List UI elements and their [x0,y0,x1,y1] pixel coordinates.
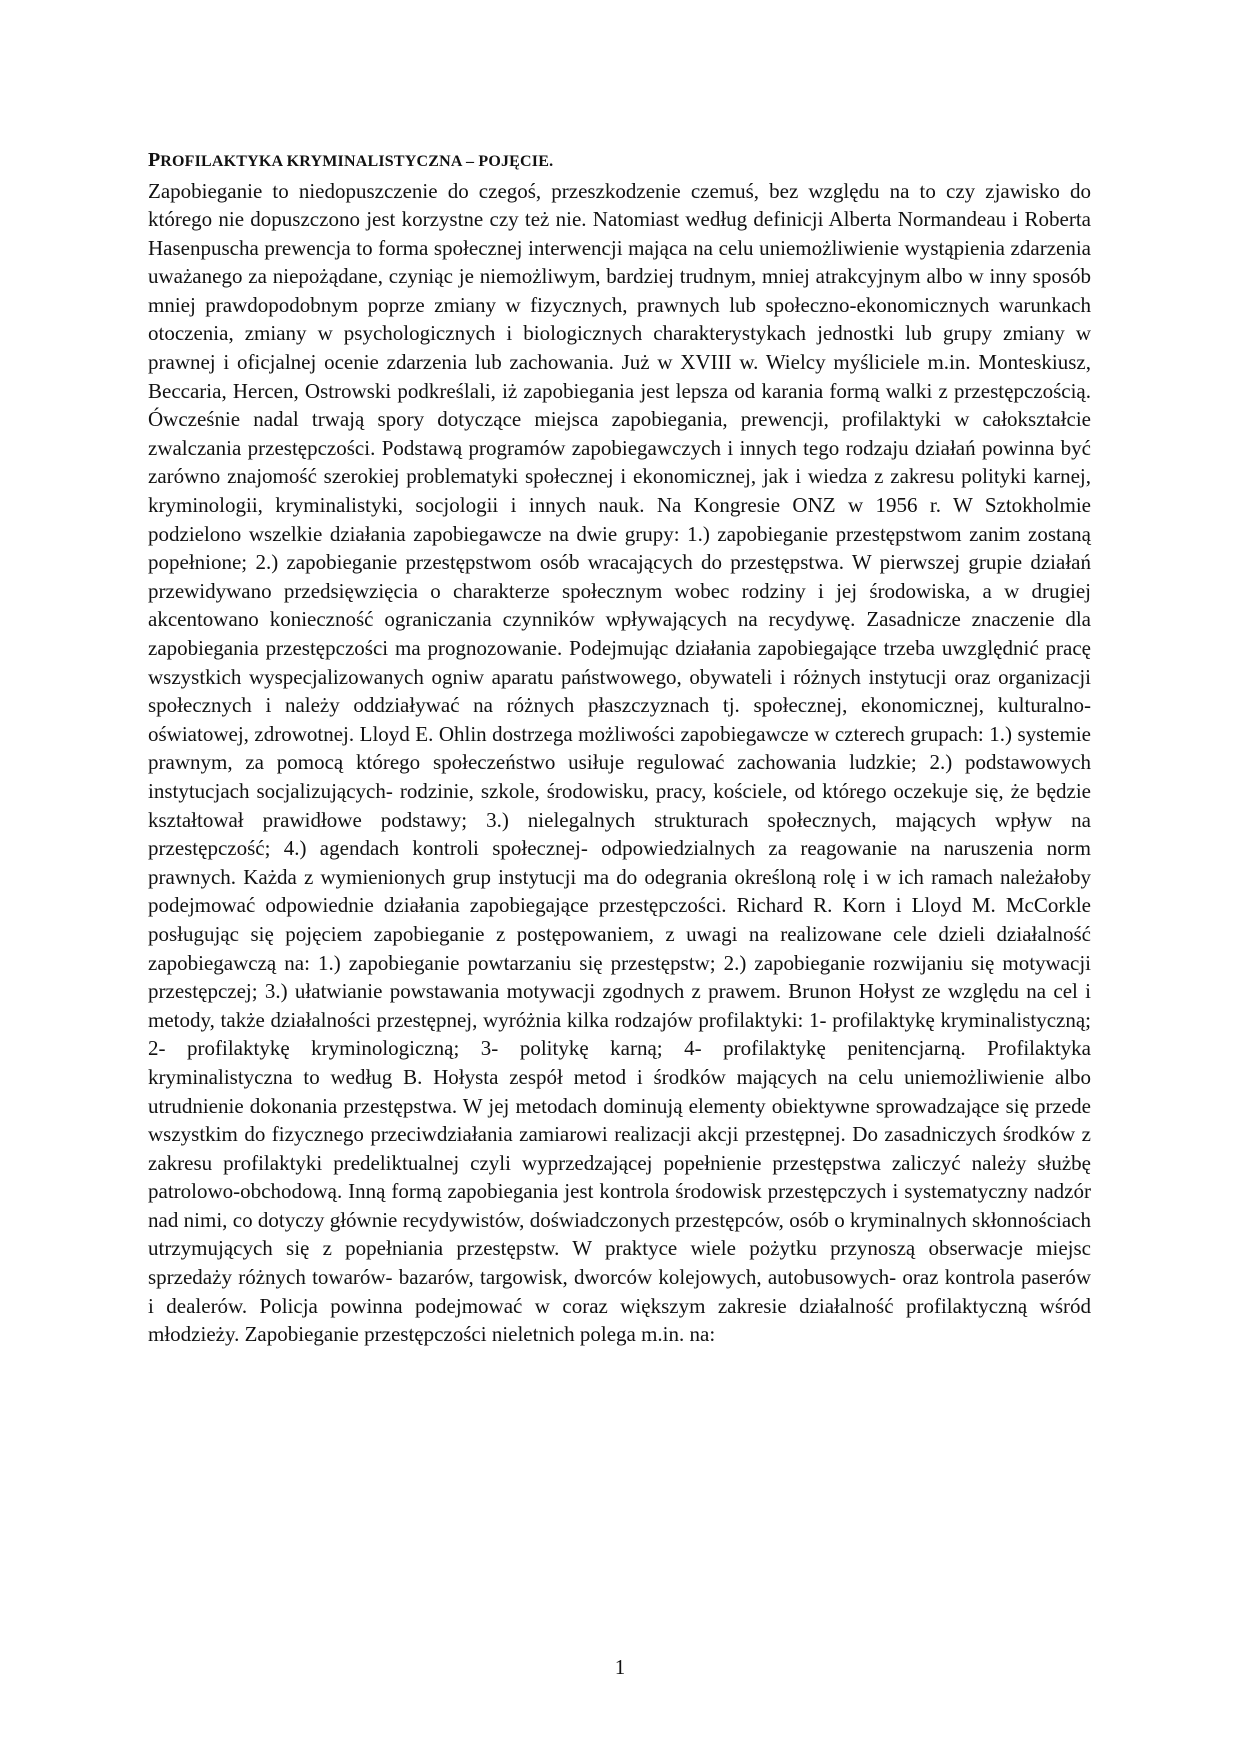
section-heading [148,146,1091,177]
body-paragraph: Zapobieganie to niedopuszczenie do czegoś, przeszkodzenie czemuś, bez względu na to czy zjawisko do którego nie dopuszczono jest korzystne czy też nie. Natomiast według definicji Alberta Normandeau i Roberta Hasenpuscha prewencja to forma społecznej interwencji mająca na celu uniemożliwienie wystąpienia zdarzenia uważanego za niepożądane, czyniąc je niemożliwym, bardziej trudnym, mniej atrakcyjnym albo w inny sposób mniej prawdopodobnym poprze zmiany w fizycznych, prawnych lub społeczno-ekonomicznych warunkach otoczenia, zmiany w psychologicznych i biologicznych charakterystykach jednostki lub grupy zmiany w prawnej i oficjalnej ocenie zdarzenia lub zachowania. Już w XVIII w. Wielcy myśliciele m.in. Monteskiusz, Beccaria, Hercen, Ostrowski podkreślali, iż zapobiegania jest lepsza od karania formą walki z przestępczością. Ówcześnie nadal trwają spory dotyczące miejsca zapobiegania, prewencji, profilaktyki w całokształcie zwalczania przestępczości. Podstawą programów zapobiegawczych i innych tego rodzaju działań powinna być zarówno znajomość szerokiej problematyki społecznej i ekonomicznej, jak i wiedza z zakresu polityki karnej, kryminologii, kryminalistyki, socjologii i innych nauk. Na Kongresie ONZ w 1956 r. W Sztokholmie podzielono wszelkie działania zapobiegawcze na dwie grupy: 1.) zapobieganie przestępstwom zanim zostaną popełnione; 2.) zapobieganie przestępstwom osób wracających do przestępstwa. W pierwszej grupie działań przewidywano przedsięwzięcia o charakterze społecznym wobec rodziny i jej środowiska, a w drugiej akcentowano konieczność ograniczania czynników wpływających na recydywę. Zasadnicze znaczenie dla zapobiegania przestępczości ma prognozowanie. Podejmując działania zapobiegające trzeba uwzględnić pracę wszystkich wyspecjalizowanych ogniw aparatu państwowego, obywateli i różnych instytucji oraz organizacji społecznych i należy oddziaływać na różnych płaszczyznach tj. społecznej, ekonomicznej, kulturalno-oświatowej, zdrowotnej. Lloyd E. Ohlin dostrzega możliwości zapobiegawcze w czterech grupach: 1.) systemie prawnym, za pomocą którego społeczeństwo usiłuje regulować zachowania ludzkie; 2.) podstawowych instytucjach socjalizujących- rodzinie, szkole, środowisku, pracy, kościele, od którego oczekuje się, że będzie kształtował prawidłowe podstawy; 3.) nielegalnych strukturach społecznych, mających wpływ na przestępczość; 4.) agendach kontroli społecznej- odpowiedzialnych za reagowanie na naruszenia norm prawnych. Każda z wymienionych grup instytucji ma do odegrania określoną rolę i w ich ramach należałoby podejmować odpowiednie działania zapobiegające przestępczości. Richard R. Korn i Lloyd M. McCorkle posługując się pojęciem zapobieganie z postępowaniem, z uwagi na realizowane cele dzieli działalność zapobiegawczą na: 1.) zapobieganie powtarzaniu się przestępstw; 2.) zapobieganie rozwijaniu się motywacji przestępczej; 3.) ułatwianie powstawania motywacji zgodnych z prawem. Brunon Hołyst ze względu na cel i metody, także działalności przestępnej, wyróżnia kilka rodzajów profilaktyki: 1- profilaktykę kryminalistyczną; 2- profilaktykę kryminologiczną; 3- politykę karną; 4- profilaktykę penitencjarną. Profilaktyka kryminalistyczna to według B. Hołysta zespół metod i środków mających na celu uniemożliwienie albo utrudnienie dokonania przestępstwa. W jej metodach dominują elementy obiektywne sprowadzające się przede wszystkim do fizycznego przeciwdziałania zamiarowi realizacji akcji przestępnej. Do zasadniczych środków z zakresu profilaktyki predeliktualnej czyli wyprzedzającej popełnienie przestępstwa zaliczyć należy służbę patrolowo-obchodową. Inną formą zapobiegania jest kontrola środowisk przestępczych i systematyczny nadzór nad nimi, co dotyczy głównie recydywistów, doświadczonych przestępców, osób o kryminalnych skłonnościach utrzymujących się z popełniania przestępstw. W praktyce wiele pożytku przynoszą obserwacje miejsc sprzedaży różnych towarów- bazarów, targowisk, dworców kolejowych, autobusowych- oraz kontrola paserów i dealerów. Policja powinna podejmować w coraz większym zakresie działalność profilaktyczną wśród młodzieży. Zapobieganie przestępczości nieletnich polega m.in. na: [148,178,1091,1347]
heading-initial: P [148,149,161,171]
page-number: 1 [614,1655,626,1679]
heading-rest: ROFILAKTYKA KRYMINALISTYCZNA – POJĘCIE. [160,153,554,170]
page-content [148,146,1091,1349]
